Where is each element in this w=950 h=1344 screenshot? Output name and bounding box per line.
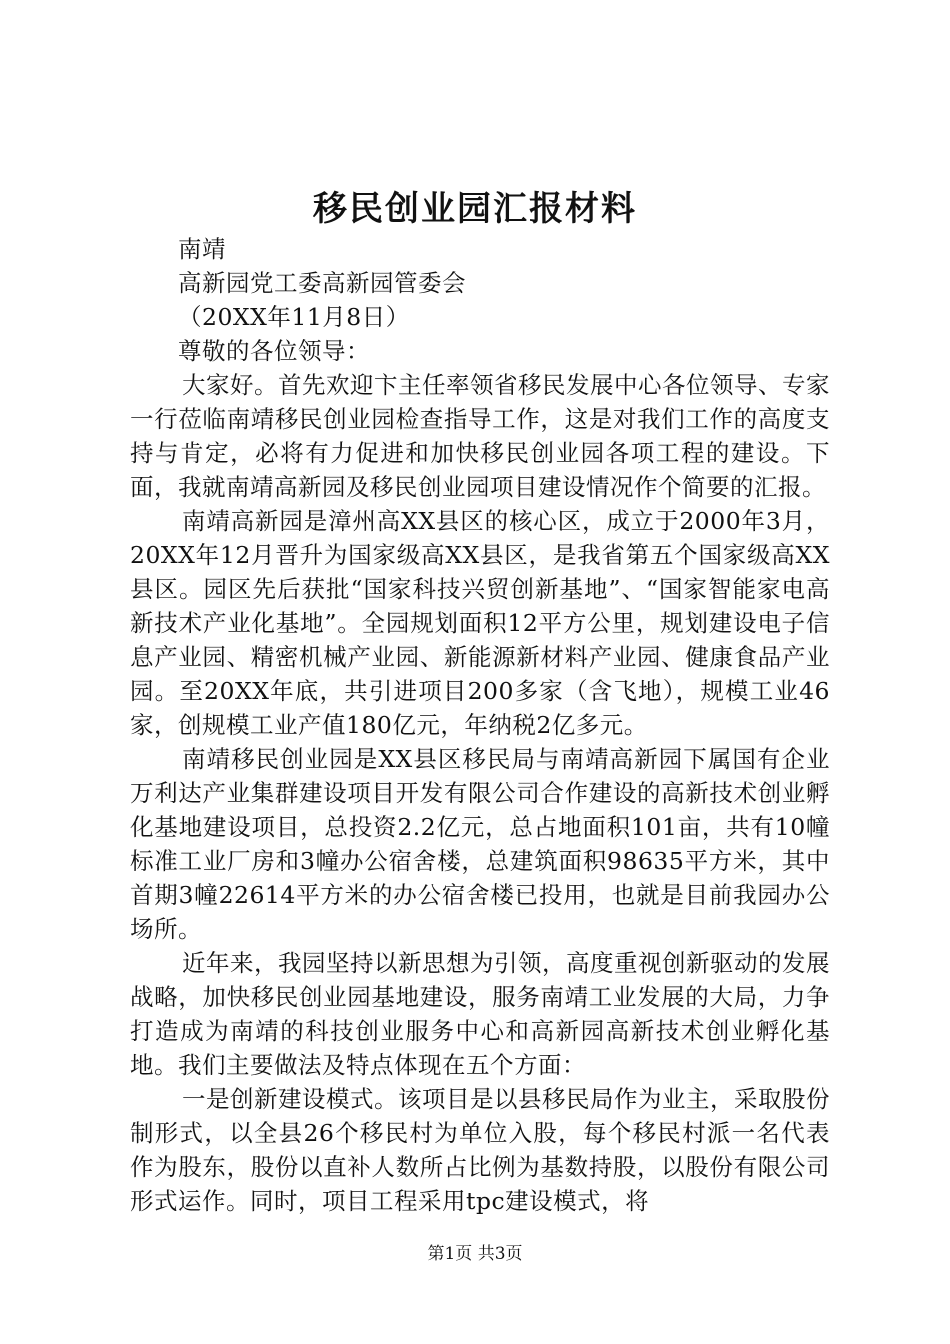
author-location: 南靖 xyxy=(178,235,226,263)
paragraph-migrant-park: 南靖移民创业园是XX县区移民局与南靖高新园下属国有企业万利达产业集群建设项目开发有限公司合作建设的高新技术创业孵化基地建设项目，总投资2.2亿元，总占地面积101亩，共有10幢标准工业厂房和3幢办公宿舍楼，总建筑面积98635平方米，其中首期3幢22614平方米的办公宿舍楼已投用，也就是目前我园办公场所。 xyxy=(130,745,830,943)
page-footer: 第1页 共3页 xyxy=(427,1244,523,1264)
salutation: 尊敬的各位领导： xyxy=(178,337,370,365)
document-date: （20XX年11月8日） xyxy=(178,303,410,331)
document-title: 移民创业园汇报材料 xyxy=(313,189,637,229)
paragraph-park-overview: 南靖高新园是漳州高XX县区的核心区，成立于2000年3月，20XX年12月晋升为国家级高XX县区，是我省第五个国家级高XX县区。园区先后获批“国家科技兴贸创新基地”、“国家智能家电高新技术产业化基地”。全园规划面积12平方公里，规划建设电子信息产业园、精密机械产业园、新能源新材料产业园、健康食品产业园。至20XX年底，共引进项目200多家（含飞地），规模工业46家，创规模工业产值180亿元，年纳税2亿多元。 xyxy=(130,507,830,739)
paragraph-welcome: 大家好。首先欢迎卞主任率领省移民发展中心各位领导、专家一行莅临南靖移民创业园检查指导工作，这是对我们工作的高度支持与肯定，必将有力促进和加快移民创业园各项工程的建设。下面，我就南靖高新园及移民创业园项目建设情况作个简要的汇报。 xyxy=(130,371,830,501)
paragraph-strategy: 近年来，我园坚持以新思想为引领，高度重视创新驱动的发展战略，加快移民创业园基地建设，服务南靖工业发展的大局，力争打造成为南靖的科技创业服务中心和高新园高新技术创业孵化基地。我们主要做法及特点体现在五个方面： xyxy=(130,949,830,1079)
author-organization: 高新园党工委高新园管委会 xyxy=(178,269,466,297)
paragraph-construction-model: 一是创新建设模式。该项目是以县移民局作为业主，采取股份制形式，以全县26个移民村为单位入股，每个移民村派一名代表作为股东，股份以直补人数所占比例为基数持股，以股份有限公司形式运作。同时，项目工程采用tpc建设模式，将 xyxy=(130,1085,830,1215)
document-body xyxy=(130,232,830,1218)
